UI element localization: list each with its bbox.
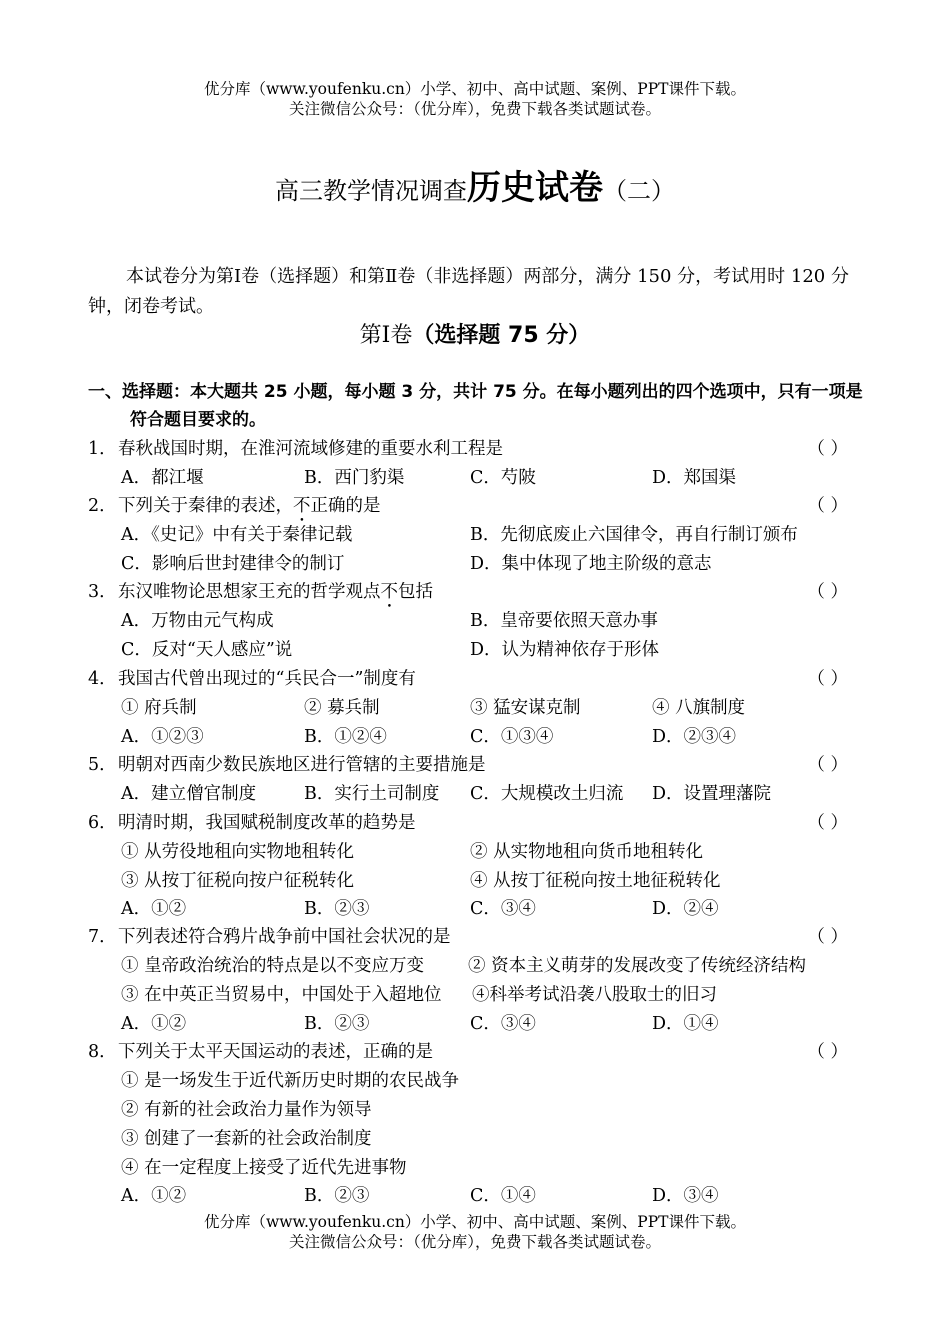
answer-paren: （ ） bbox=[807, 496, 848, 516]
question-6 bbox=[88, 811, 848, 835]
statement-1: ① 府兵制 bbox=[121, 698, 197, 718]
answer-paren: （ ） bbox=[807, 813, 848, 833]
option-b: B．实行土司制度 bbox=[304, 784, 440, 804]
question-number: 4． bbox=[88, 669, 117, 689]
question-stem-post: 包括 bbox=[398, 582, 433, 602]
statement-2: ② 募兵制 bbox=[304, 698, 380, 718]
option-c: C．大规模改土归流 bbox=[470, 784, 624, 804]
question-number: 8． bbox=[88, 1042, 117, 1062]
title-suffix: （二） bbox=[603, 177, 675, 205]
statement-4: ④ 从按丁征税向按土地征税转化 bbox=[470, 871, 721, 891]
question-stem-pre: 下列关于秦律的表述， bbox=[118, 496, 293, 516]
option-c: C．①③④ bbox=[470, 727, 554, 747]
answer-paren: （ ） bbox=[807, 755, 848, 775]
statement-2: ② 资本主义萌芽的发展改变了传统经济结构 bbox=[468, 956, 807, 976]
question-stem: 下列关于太平天国运动的表述，正确的是 bbox=[118, 1042, 433, 1062]
answer-paren: （ ） bbox=[807, 1042, 848, 1062]
option-d: D．②④ bbox=[652, 899, 719, 919]
option-a: A．《史记》中有关于秦律记载 bbox=[121, 525, 353, 545]
question-1 bbox=[88, 437, 848, 461]
option-b: B．②③ bbox=[304, 1014, 370, 1034]
statement-1: ① 是一场发生于近代新历史时期的农民战争 bbox=[121, 1071, 460, 1091]
title-prefix: 高三教学情况调查 bbox=[275, 177, 467, 205]
question-7 bbox=[88, 925, 848, 949]
statement-3: ③ 在中英正当贸易中，中国处于入超地位 bbox=[121, 985, 442, 1005]
emphasis-mark: 不 bbox=[293, 496, 311, 516]
question-stem: 明朝对西南少数民族地区进行管辖的主要措施是 bbox=[118, 755, 486, 775]
part-heading: 一、选择题：本大题共 25 小题，每小题 3 分，共计 75 分。在每小题列出的四个选项中，只有一项是符合题目要求的。 bbox=[88, 382, 863, 430]
statement-1: ① 从劳役地租向实物地租转化 bbox=[121, 842, 355, 862]
exam-intro: 本试卷分为第Ⅰ卷（选择题）和第Ⅱ卷（非选择题）两部分，满分 150 分，考试用时 120 分钟，闭卷考试。 bbox=[88, 266, 849, 317]
footer-line-1: 优分库（www.youfenku.cn）小学、初中、高中试题、案例、PPT课件下载。 bbox=[203, 1213, 747, 1231]
question-3 bbox=[88, 580, 848, 612]
option-c: C．影响后世封建律令的制订 bbox=[121, 554, 345, 574]
question-number: 1． bbox=[88, 439, 117, 459]
option-a: A．①② bbox=[121, 899, 187, 919]
question-number: 7． bbox=[88, 927, 117, 947]
question-stem: 春秋战国时期，在淮河流域修建的重要水利工程是 bbox=[118, 439, 503, 459]
section-title-prefix: 第Ⅰ卷 bbox=[359, 323, 413, 348]
question-5 bbox=[88, 753, 848, 777]
question-stem: 下列表述符合鸦片战争前中国社会状况的是 bbox=[118, 927, 451, 947]
question-stem: 明清时期，我国赋税制度改革的趋势是 bbox=[118, 813, 416, 833]
option-b: B．西门豹渠 bbox=[304, 468, 405, 488]
option-c: C．①④ bbox=[470, 1186, 536, 1206]
question-8 bbox=[88, 1040, 848, 1064]
option-c: C．③④ bbox=[470, 899, 536, 919]
header-line-2: 关注微信公众号：（优分库），免费下载各类试题试卷。 bbox=[288, 100, 661, 118]
option-b: B．②③ bbox=[304, 899, 370, 919]
option-a: A．①② bbox=[121, 1186, 187, 1206]
title-main: 历史试卷 bbox=[467, 168, 603, 208]
option-d: D．郑国渠 bbox=[652, 468, 737, 488]
answer-paren: （ ） bbox=[807, 582, 848, 602]
option-a: A．①②③ bbox=[121, 727, 204, 747]
question-number: 3． bbox=[88, 582, 117, 602]
statement-4: ④ 在一定程度上接受了近代先进事物 bbox=[121, 1158, 407, 1178]
statement-2: ② 有新的社会政治力量作为领导 bbox=[121, 1100, 372, 1120]
option-d: D．认为精神依存于形体 bbox=[470, 640, 660, 660]
emphasis-mark: 不 bbox=[380, 582, 398, 602]
statement-4: ④ 八旗制度 bbox=[652, 698, 746, 718]
page-footer bbox=[0, 1212, 950, 1252]
option-b: B．先彻底废止六国律令，再自行制订颁布 bbox=[470, 525, 798, 545]
page-header bbox=[0, 79, 950, 119]
question-2 bbox=[88, 494, 848, 526]
question-stem-pre: 东汉唯物论思想家王充的哲学观点 bbox=[118, 582, 381, 602]
option-c: C．反对“天人感应”说 bbox=[121, 640, 293, 660]
statement-1: ① 皇帝政治统治的特点是以不变应万变 bbox=[121, 956, 425, 976]
option-c: C．③④ bbox=[470, 1014, 536, 1034]
statement-3: ③ 创建了一套新的社会政治制度 bbox=[121, 1129, 372, 1149]
option-b: B．皇帝要依照天意办事 bbox=[470, 611, 658, 631]
question-stem: 我国古代曾出现过的“兵民合一”制度有 bbox=[118, 669, 416, 689]
option-c: C．芍陂 bbox=[470, 468, 536, 488]
statement-3: ③ 从按丁征税向按户征税转化 bbox=[121, 871, 355, 891]
option-d: D．①④ bbox=[652, 1014, 719, 1034]
statement-3: ③ 猛安谋克制 bbox=[470, 698, 581, 718]
section-title bbox=[0, 318, 950, 349]
question-number: 5． bbox=[88, 755, 117, 775]
option-d: D．设置理藩院 bbox=[652, 784, 772, 804]
question-number: 2． bbox=[88, 496, 117, 516]
section-title-main: （选择题 75 分） bbox=[412, 323, 591, 348]
option-d: D．③④ bbox=[652, 1186, 719, 1206]
statement-4: ④科举考试沿袭八股取士的旧习 bbox=[472, 985, 717, 1005]
option-a: A．建立僧官制度 bbox=[121, 784, 257, 804]
statement-2: ② 从实物地租向货币地租转化 bbox=[470, 842, 704, 862]
option-a: A．都江堰 bbox=[121, 468, 204, 488]
exam-title bbox=[0, 160, 950, 209]
question-4 bbox=[88, 667, 848, 691]
option-a: A．万物由元气构成 bbox=[121, 611, 274, 631]
footer-line-2: 关注微信公众号：（优分库），免费下载各类试题试卷。 bbox=[288, 1233, 661, 1251]
option-b: B．②③ bbox=[304, 1186, 370, 1206]
question-stem-post: 正确的是 bbox=[310, 496, 381, 516]
option-a: A．①② bbox=[121, 1014, 187, 1034]
option-d: D．②③④ bbox=[652, 727, 737, 747]
answer-paren: （ ） bbox=[807, 439, 848, 459]
option-d: D．集中体现了地主阶级的意志 bbox=[470, 554, 712, 574]
answer-paren: （ ） bbox=[807, 669, 848, 689]
answer-paren: （ ） bbox=[807, 927, 848, 947]
option-b: B．①②④ bbox=[304, 727, 387, 747]
question-number: 6． bbox=[88, 813, 117, 833]
header-line-1: 优分库（www.youfenku.cn）小学、初中、高中试题、案例、PPT课件下载。 bbox=[203, 80, 747, 98]
